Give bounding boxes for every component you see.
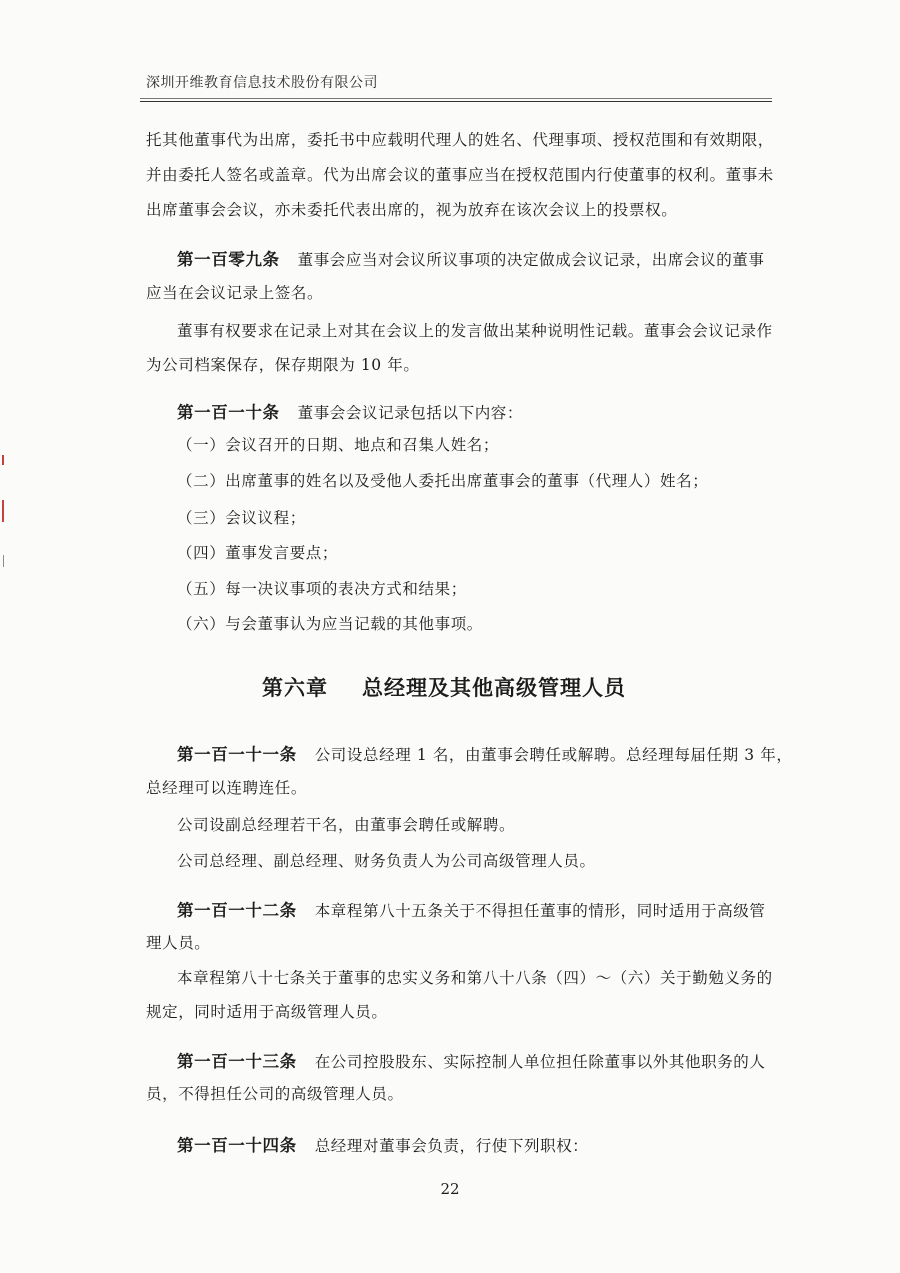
chapter-heading xyxy=(262,672,626,702)
text-line: 应当在会议记录上签名。 xyxy=(146,284,324,302)
chapter-number: 第六章 xyxy=(262,676,328,700)
company-name: 深圳开维教育信息技术股份有限公司 xyxy=(146,75,378,91)
list-item: （四）董事发言要点； xyxy=(177,544,339,562)
text-line: 公司总经理、副总经理、财务负责人为公司高级管理人员。 xyxy=(177,852,596,870)
text-line: 理人员。 xyxy=(146,934,211,952)
scan-artifact xyxy=(2,500,4,522)
article-110: 第一百一十条 董事会会议记录包括以下内容： xyxy=(177,403,524,422)
list-item: （一）会议召开的日期、地点和召集人姓名； xyxy=(177,436,500,454)
text-line: 并由委托人签名或盖章。代为出席会议的董事应当在授权范围内行使董事的权利。董事未 xyxy=(146,166,774,184)
scan-artifact xyxy=(3,555,4,567)
text-line: 总经理可以连聘连任。 xyxy=(146,779,308,797)
text-line: 员，不得担任公司的高级管理人员。 xyxy=(146,1085,404,1103)
header-divider-thin xyxy=(140,98,772,99)
text-line: 公司设副总经理若干名，由董事会聘任或解聘。 xyxy=(177,816,516,834)
article-113: 第一百一十三条 在公司控股股东、实际控制人单位担任除董事以外其他职务的人 xyxy=(177,1052,766,1071)
article-number: 第一百一十条 xyxy=(177,403,280,422)
article-114: 第一百一十四条 总经理对董事会负责，行使下列职权： xyxy=(177,1136,589,1155)
article-111: 第一百一十一条 公司设总经理 1 名，由董事会聘任或解聘。总经理每届任期 3 年， xyxy=(177,745,793,764)
article-number: 第一百一十三条 xyxy=(177,1052,297,1071)
list-item: （二）出席董事的姓名以及受他人委托出席董事会的董事（代理人）姓名； xyxy=(177,472,709,490)
article-112: 第一百一十二条 本章程第八十五条关于不得担任董事的情形，同时适用于高级管 xyxy=(177,901,766,920)
text-line: 托其他董事代为出席，委托书中应载明代理人的姓名、代理事项、授权范围和有效期限， xyxy=(146,131,774,149)
list-item: （五）每一决议事项的表决方式和结果； xyxy=(177,580,467,598)
article-number: 第一百零九条 xyxy=(177,250,280,269)
article-109: 第一百零九条 董事会应当对会议所议事项的决定做成会议记录，出席会议的董事 xyxy=(177,250,765,269)
text-line: 为公司档案保存，保存期限为 10 年。 xyxy=(146,356,420,374)
list-item: （三）会议议程； xyxy=(177,509,306,527)
list-item: （六）与会董事认为应当记载的其他事项。 xyxy=(177,615,483,633)
article-number: 第一百一十一条 xyxy=(177,745,297,764)
text-line: 规定，同时适用于高级管理人员。 xyxy=(146,1003,388,1021)
page-number: 22 xyxy=(440,1180,460,1198)
text-line: 出席董事会会议，亦未委托代表出席的，视为放弃在该次会议上的投票权。 xyxy=(146,201,678,219)
header-divider xyxy=(140,101,772,102)
article-number: 第一百一十二条 xyxy=(177,901,297,920)
text-line: 本章程第八十七条关于董事的忠实义务和第八十八条（四）～（六）关于勤勉义务的 xyxy=(177,969,773,987)
article-number: 第一百一十四条 xyxy=(177,1136,297,1155)
text-line: 董事有权要求在记录上对其在会议上的发言做出某种说明性记载。董事会会议记录作 xyxy=(177,322,773,340)
chapter-title: 总经理及其他高级管理人员 xyxy=(362,676,626,700)
scan-artifact xyxy=(2,455,4,465)
